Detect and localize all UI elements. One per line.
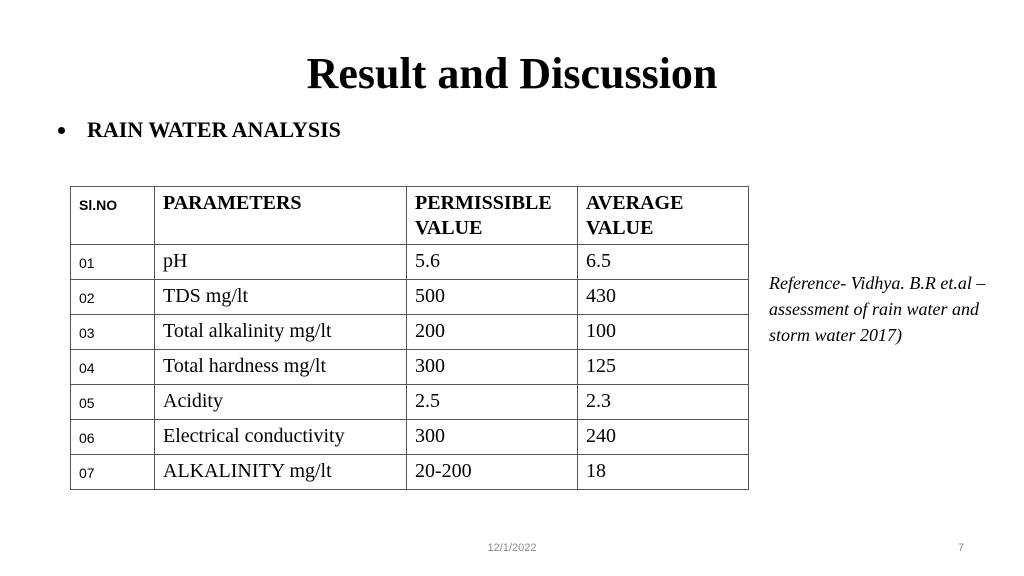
- table-row: [71, 455, 749, 490]
- cell-average: 2.3: [578, 385, 749, 420]
- table-row: [71, 385, 749, 420]
- table-row: [71, 315, 749, 350]
- cell-parameter: Total hardness mg/lt: [155, 350, 407, 385]
- bullet-dot-icon: [58, 127, 65, 134]
- cell-average: 6.5: [578, 245, 749, 280]
- table-row: [71, 420, 749, 455]
- cell-average: 100: [578, 315, 749, 350]
- bullet-item: [58, 116, 341, 144]
- cell-parameter: Acidity: [155, 385, 407, 420]
- page-number: 7: [958, 542, 965, 554]
- cell-permissible: 300: [407, 420, 578, 455]
- cell-parameter: Total alkalinity mg/lt: [155, 315, 407, 350]
- footer-date: 12/1/2022: [487, 542, 537, 554]
- cell-parameter: ALKALINITY mg/lt: [155, 455, 407, 490]
- cell-parameter: TDS mg/lt: [155, 280, 407, 315]
- cell-permissible: 200: [407, 315, 578, 350]
- header-average-value: AVERAGE VALUE: [578, 187, 749, 245]
- cell-average: 240: [578, 420, 749, 455]
- cell-average: 125: [578, 350, 749, 385]
- header-permissible-value: PERMISSIBLE VALUE: [407, 187, 578, 245]
- cell-parameter: pH: [155, 245, 407, 280]
- cell-sl-no: 01: [71, 245, 155, 280]
- cell-permissible: 2.5: [407, 385, 578, 420]
- bullet-text: RAIN WATER ANALYSIS: [87, 117, 341, 142]
- cell-parameter: Electrical conductivity: [155, 420, 407, 455]
- header-sl-no: Sl.NO: [71, 187, 155, 245]
- table-row: [71, 245, 749, 280]
- cell-sl-no: 04: [71, 350, 155, 385]
- cell-average: 18: [578, 455, 749, 490]
- table-row: [71, 280, 749, 315]
- cell-permissible: 300: [407, 350, 578, 385]
- cell-sl-no: 03: [71, 315, 155, 350]
- cell-average: 430: [578, 280, 749, 315]
- slide-title: Result and Discussion: [306, 49, 718, 98]
- cell-sl-no: 06: [71, 420, 155, 455]
- header-parameters: PARAMETERS: [155, 187, 407, 245]
- table-header-row: [71, 187, 749, 245]
- reference-note: Reference- Vidhya. B.R et.al – assessment of rain water and storm water 2017): [769, 273, 986, 345]
- cell-sl-no: 02: [71, 280, 155, 315]
- cell-permissible: 500: [407, 280, 578, 315]
- cell-sl-no: 07: [71, 455, 155, 490]
- analysis-table: [70, 186, 749, 490]
- cell-sl-no: 05: [71, 385, 155, 420]
- table-row: [71, 350, 749, 385]
- cell-permissible: 5.6: [407, 245, 578, 280]
- cell-permissible: 20-200: [407, 455, 578, 490]
